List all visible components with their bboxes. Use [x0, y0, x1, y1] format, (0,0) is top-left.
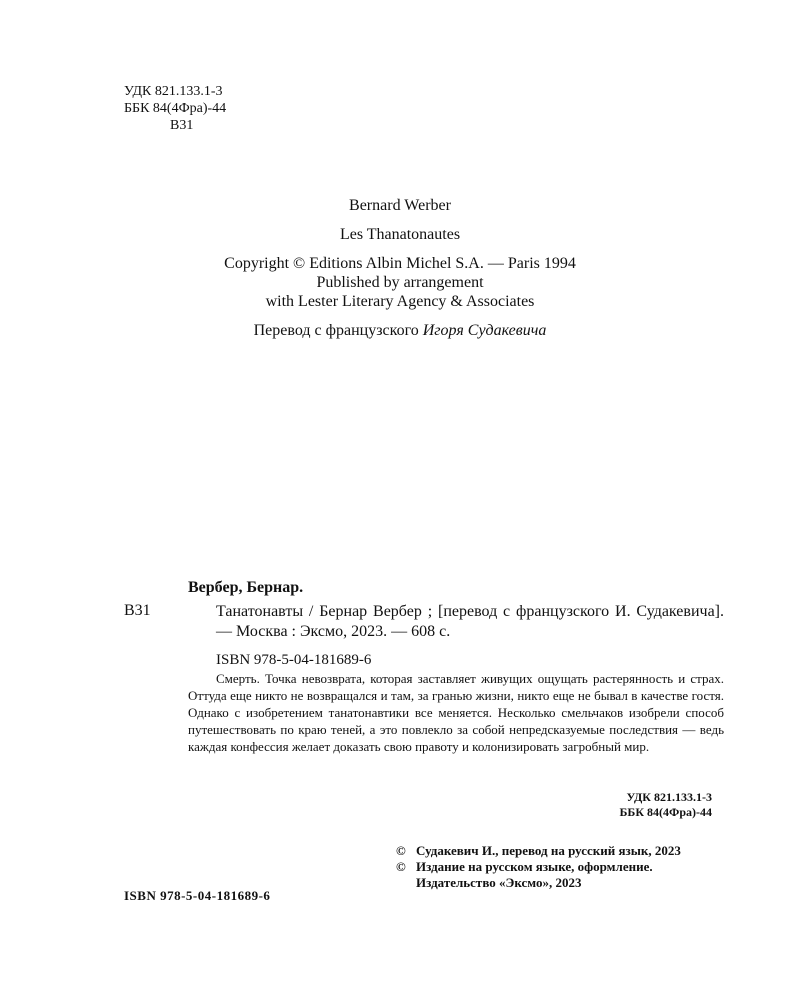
copyright-line: Copyright © Editions Albin Michel S.A. — Paris 1994 — [224, 255, 576, 272]
translation-prefix: Перевод с французского — [253, 322, 423, 339]
isbn-bottom: ISBN 978-5-04-181689-6 — [124, 888, 271, 903]
copyright-entry — [396, 843, 726, 859]
published-line: Published by arrangement — [316, 274, 484, 291]
catalog-code: В31 — [124, 602, 151, 619]
copyright-notices — [396, 843, 726, 891]
copyright-symbol: © — [396, 859, 406, 874]
udk-code: УДК 821.133.1-3 — [124, 84, 223, 99]
author-mark: В31 — [170, 118, 194, 133]
translator-name: Игоря Судакевича — [422, 322, 547, 339]
catalog-description: Танатонавты / Бернар Вербер ; [перевод с французского И. Судакевича]. — Москва : Эксмо, 2023. — 608 с. — [216, 603, 724, 640]
udk-code-bottom: УДК 821.133.1-3 — [626, 790, 712, 804]
copyright-text: Судакевич И., перевод на русский язык, 2023 — [416, 843, 681, 858]
copyright-symbol: © — [396, 843, 406, 858]
classification-bottom — [540, 790, 712, 820]
bbk-code-bottom: ББК 84(4Фра)-44 — [619, 805, 712, 819]
bbk-code: ББК 84(4Фра)-44 — [124, 101, 227, 116]
catalog-author-heading: Вербер, Бернар. — [188, 579, 304, 596]
original-copyright — [0, 254, 800, 311]
agency-line: with Lester Literary Agency & Associates — [265, 293, 535, 310]
copyright-entry — [396, 859, 726, 891]
copyright-text: Издание на русском языке, оформление. Издательство «Эксмо», 2023 — [416, 859, 653, 890]
book-annotation: Смерть. Точка невозврата, которая заставляет живущих ощущать растерянность и страх. Оттуда еще никто не возвращался и там, за гранью жизни, никто еще не бывал в качестве гостя. Однако с изобретением танатонавтики все меняется. Несколько смельчаков изобрели способ путешествовать по краю теней, а это повлекло за собой непредсказуемые последствия — ведь каждая конфессия желает доказать свою правоту и колонизировать загробный мир. — [188, 671, 724, 754]
translation-credit — [0, 322, 800, 340]
original-title: Les Thanatonautes — [339, 226, 461, 243]
original-author: Bernard Werber — [349, 197, 451, 214]
catalog-isbn: ISBN 978-5-04-181689-6 — [216, 652, 372, 668]
classification-top — [124, 83, 226, 134]
